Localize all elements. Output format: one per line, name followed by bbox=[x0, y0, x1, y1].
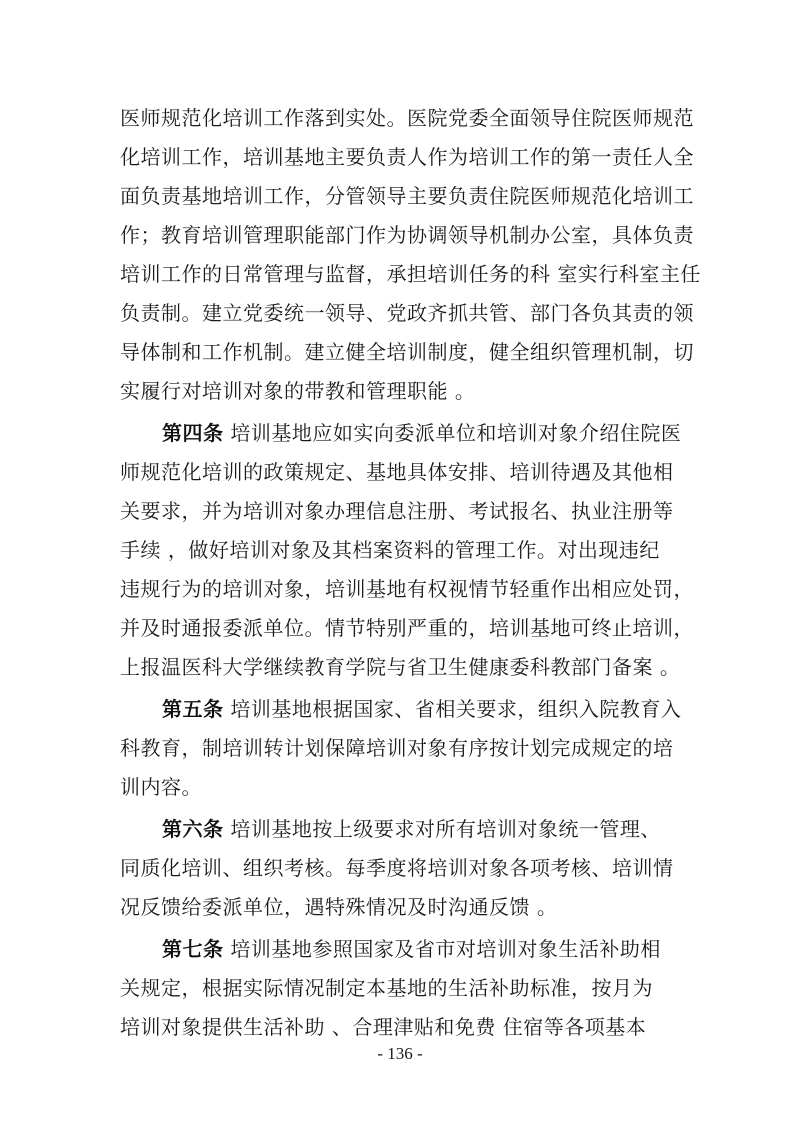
text-line bbox=[120, 457, 674, 487]
line-text: 况反馈给委派单位，遇特殊情况及时沟通反馈 。 bbox=[120, 895, 558, 919]
line-text: 导体制和工作机制。建立健全培训制度，健全组织管理机制，切 bbox=[120, 340, 694, 364]
text-line bbox=[120, 259, 701, 289]
line-text: 同质化培训、组织考核。每季度将培训对象各项考核、培训情 bbox=[120, 856, 674, 880]
text-line bbox=[120, 496, 674, 526]
text-line bbox=[120, 535, 660, 565]
line-text: 关规定，根据实际情况制定本基地的生活补助标准，按月为 bbox=[120, 976, 653, 1000]
text-line bbox=[120, 733, 674, 763]
line-text: 培训基地参照国家及省市对培训对象生活补助相 bbox=[223, 937, 661, 961]
text-line bbox=[162, 418, 681, 448]
text-line bbox=[120, 772, 202, 802]
text-line bbox=[162, 694, 681, 724]
text-line bbox=[120, 574, 694, 604]
article-heading: 第六条 bbox=[162, 817, 224, 841]
article-heading: 第七条 bbox=[162, 937, 224, 961]
line-text: 师规范化培训的政策规定、基地具体安排、培训待遇及其他相 bbox=[120, 460, 674, 484]
line-text: 培训工作的日常管理与监督，承担培训任务的科 室实行科室主任 bbox=[120, 262, 701, 286]
line-text: 作；教育培训管理职能部门作为协调领导机制办公室，具体负责 bbox=[120, 223, 694, 247]
line-text: 医师规范化培训工作落到实处。医院党委全面领导住院医师规范 bbox=[120, 106, 694, 130]
line-text: 违规行为的培训对象，培训基地有权视情节轻重作出相应处罚， bbox=[120, 577, 694, 601]
line-text: 培训基地根据国家、省相关要求，组织入院教育入 bbox=[223, 697, 682, 721]
line-text: 科教育，制培训转计划保障培训对象有序按计划完成规定的培 bbox=[120, 736, 674, 760]
text-line bbox=[120, 103, 694, 133]
text-line bbox=[120, 652, 680, 682]
line-text: 培训基地应如实向委派单位和培训对象介绍住院医 bbox=[223, 421, 682, 445]
text-line bbox=[120, 376, 475, 406]
text-line bbox=[162, 814, 661, 844]
article-heading: 第五条 bbox=[162, 697, 224, 721]
text-line bbox=[162, 934, 661, 964]
text-line bbox=[120, 892, 557, 922]
page-number: - 136 - bbox=[377, 1044, 423, 1063]
text-line bbox=[120, 142, 694, 172]
line-text: 培训对象提供生活补助 、合理津贴和免费 住宿等各项基本 bbox=[120, 1015, 647, 1039]
text-line bbox=[120, 298, 694, 328]
text-line bbox=[120, 181, 694, 211]
line-text: 培训基地按上级要求对所有培训对象统一管理、 bbox=[223, 817, 661, 841]
text-line bbox=[120, 613, 694, 643]
line-text: 实履行对培训对象的带教和管理职能 。 bbox=[120, 379, 476, 403]
article-heading: 第四条 bbox=[162, 421, 224, 445]
line-text: 关要求，并为培训对象办理信息注册、考试报名、执业注册等 bbox=[120, 499, 674, 523]
text-line bbox=[120, 1012, 646, 1042]
text-line bbox=[120, 220, 694, 250]
line-text: 训内容。 bbox=[120, 775, 202, 799]
text-line bbox=[120, 853, 674, 883]
line-text: 上报温医科大学继续教育学院与省卫生健康委科教部门备案 。 bbox=[120, 655, 681, 679]
line-text: 手续 ，做好培训对象及其档案资料的管理工作。对出现违纪 bbox=[120, 538, 660, 562]
text-line bbox=[120, 973, 653, 1003]
line-text: 化培训工作，培训基地主要负责人作为培训工作的第一责任人全 bbox=[120, 145, 694, 169]
text-line bbox=[120, 337, 694, 367]
line-text: 面负责基地培训工作，分管领导主要负责住院医师规范化培训工 bbox=[120, 184, 694, 208]
line-text: 并及时通报委派单位。情节特别严重的，培训基地可终止培训， bbox=[120, 616, 694, 640]
line-text: 负责制。建立党委统一领导、党政齐抓共管、部门各负其责的领 bbox=[120, 301, 694, 325]
